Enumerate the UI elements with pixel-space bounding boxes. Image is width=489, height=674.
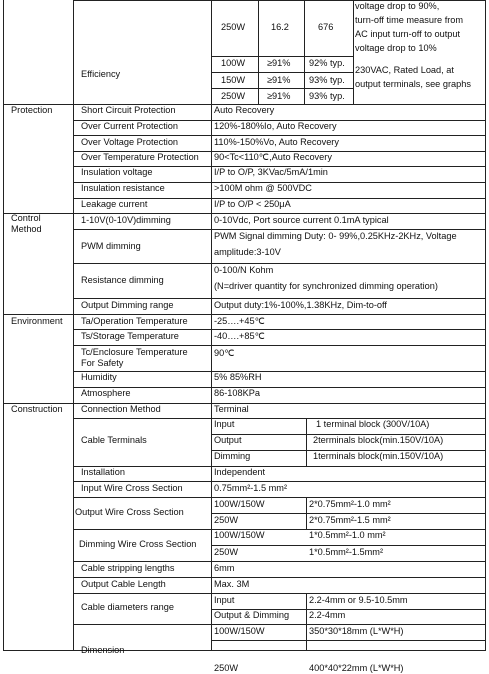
cell-dw1a: 100W/150W bbox=[214, 530, 265, 540]
grid-hline-35 bbox=[211, 640, 486, 641]
cell-lc: Leakage current bbox=[81, 199, 148, 209]
cell-e1c: 92% typ. bbox=[309, 58, 345, 68]
cell-inst: Installation bbox=[81, 467, 125, 477]
cell-otp_v: 90<Tc<110℃,Auto Recovery bbox=[214, 152, 332, 162]
cell-ct3a: Dimming bbox=[214, 451, 251, 461]
cell-tc1: Tc/Enclosure Temperature bbox=[81, 347, 188, 357]
cell-dim110: 1-10V(0-10V)dimming bbox=[81, 215, 171, 225]
cell-dm1a: 100W/150W bbox=[214, 626, 265, 636]
grid-hline-36 bbox=[3, 650, 486, 651]
cell-csl_v: 6mm bbox=[214, 563, 235, 573]
cell-dm2b: 400*40*22mm (L*W*H) bbox=[309, 663, 404, 673]
cell-ir: Insulation resistance bbox=[81, 183, 165, 193]
cell-scp: Short Circuit Protection bbox=[81, 105, 176, 115]
cell-cd1a: Input bbox=[214, 595, 235, 605]
cell-dm1b: 350*30*18mm (L*W*H) bbox=[309, 626, 404, 636]
cell-ts: Ts/Storage Temperature bbox=[81, 331, 179, 341]
cell-en1: 230VAC, Rated Load, at bbox=[355, 65, 454, 75]
cell-iv: Insulation voltage bbox=[81, 167, 153, 177]
cell-cd2b: 2.2-4mm bbox=[309, 610, 346, 620]
cell-owcs: Output Wire Cross Section bbox=[75, 507, 184, 517]
cell-odr_v: Output duty:1%-100%,1.38KHz, Dim-to-off bbox=[214, 300, 387, 310]
grid-hline-34 bbox=[73, 624, 486, 625]
cell-iwcs: Input Wire Cross Section bbox=[81, 483, 183, 493]
cell-ocp: Over Current Protection bbox=[81, 121, 179, 131]
cell-ta: Ta/Operation Temperature bbox=[81, 316, 188, 326]
grid-hline-13 bbox=[73, 263, 486, 264]
cell-ir_v: >100M ohm @ 500VDC bbox=[214, 183, 312, 193]
grid-vline-4 bbox=[258, 0, 259, 105]
cell-ocl: Output Cable Length bbox=[81, 579, 166, 589]
cell-pwm_v1: PWM Signal dimming Duty: 0- 99%,0.25KHz-2KHz, Voltage bbox=[214, 231, 457, 241]
cell-en2: output terminals, see graphs bbox=[355, 79, 471, 89]
grid-hline-19 bbox=[73, 387, 486, 388]
cell-n4: voltage drop to 10% bbox=[355, 43, 437, 53]
cell-n2: turn-off time measure from bbox=[355, 15, 464, 25]
cell-p676: 676 bbox=[318, 22, 334, 32]
grid-vline-5 bbox=[304, 0, 305, 105]
cell-control1: Control bbox=[11, 213, 41, 223]
cell-n1: voltage drop to 90%, bbox=[355, 1, 440, 11]
cell-eff: Efficiency bbox=[81, 69, 121, 79]
cell-ow2b: 2*0.75mm²-1.5 mm² bbox=[309, 515, 391, 525]
cell-dwcs: Dimming Wire Cross Section bbox=[79, 539, 197, 549]
cell-e3a: 250W bbox=[221, 91, 246, 101]
cell-dw2b: 1*0.5mm²-1.5mm² bbox=[309, 547, 384, 557]
cell-dm2a: 250W bbox=[214, 663, 239, 673]
grid-hline-26 bbox=[73, 497, 486, 498]
cell-res_v1: 0-100/N Kohm bbox=[214, 265, 274, 275]
cell-odr: Output Dimming range bbox=[81, 300, 174, 310]
cell-res_v2: (N=driver quantity for synchronized dimming operation) bbox=[214, 281, 438, 291]
cell-construction: Construction bbox=[11, 404, 63, 414]
grid-vline-8 bbox=[306, 497, 307, 530]
grid-vline-3 bbox=[485, 0, 486, 651]
cell-ts_v: -40….+85℃ bbox=[214, 331, 265, 341]
cell-iwcs_v: 0.75mm²-1.5 mm² bbox=[214, 483, 287, 493]
cell-ow2a: 250W bbox=[214, 515, 239, 525]
cell-atm_v: 86-108KPa bbox=[214, 388, 260, 398]
grid-vline-6 bbox=[353, 0, 354, 105]
cell-n3: AC input turn-off to output bbox=[355, 29, 461, 39]
cell-p162: 16.2 bbox=[271, 22, 289, 32]
grid-hline-24 bbox=[73, 466, 486, 467]
cell-ow1b: 2*0.75mm²-1.0 mm² bbox=[309, 499, 391, 509]
cell-ow1a: 100W/150W bbox=[214, 499, 265, 509]
cell-dim110_v: 0-10Vdc, Port source current 0.1mA typical bbox=[214, 215, 389, 225]
cell-hum_v: 5% 85%RH bbox=[214, 372, 262, 382]
cell-e1b: ≥91% bbox=[267, 58, 291, 68]
cell-ta_v: -25….+45℃ bbox=[214, 316, 265, 326]
cell-iv_v: I/P to O/P, 3KVac/5mA/1min bbox=[214, 167, 328, 177]
cell-pwm: PWM dimming bbox=[81, 241, 141, 251]
cell-ocl_v: Max. 3M bbox=[214, 579, 250, 589]
grid-hline-2 bbox=[211, 72, 354, 73]
cell-cd1b: 2.2-4mm or 9.5-10.5mm bbox=[309, 595, 408, 605]
grid-vline-7 bbox=[306, 418, 307, 467]
cell-atm: Atmosphere bbox=[81, 388, 131, 398]
cell-conn_v: Terminal bbox=[214, 404, 249, 414]
cell-e3c: 93% typ. bbox=[309, 91, 345, 101]
cell-e2b: ≥91% bbox=[267, 75, 291, 85]
cell-ct: Cable Terminals bbox=[81, 435, 147, 445]
grid-hline-28 bbox=[73, 529, 486, 530]
cell-protection: Protection bbox=[11, 105, 53, 115]
cell-dim: Dimension bbox=[81, 645, 125, 655]
cell-pwm_v2: amplitude:3-10V bbox=[214, 247, 281, 257]
cell-ct3b: 1terminals block(min.150V/10A) bbox=[313, 451, 444, 461]
cell-e2c: 93% typ. bbox=[309, 75, 345, 85]
cell-control2: Method bbox=[11, 224, 42, 234]
cell-ct1a: Input bbox=[214, 419, 235, 429]
cell-dw1b: 1*0.5mm²-1.0 mm² bbox=[309, 530, 386, 540]
cell-ovp: Over Voltage Protection bbox=[81, 137, 179, 147]
cell-otp: Over Temperature Protection bbox=[81, 152, 199, 162]
cell-tc_v: 90℃ bbox=[214, 348, 235, 358]
cell-inst_v: Independent bbox=[214, 467, 266, 477]
grid-vline-0 bbox=[3, 0, 4, 651]
cell-hum: Humidity bbox=[81, 372, 117, 382]
cell-e3b: ≥91% bbox=[267, 91, 291, 101]
cell-e1a: 100W bbox=[221, 58, 246, 68]
cell-res: Resistance dimming bbox=[81, 275, 164, 285]
cell-ct2b: 2terminals block(min.150V/10A) bbox=[313, 435, 444, 445]
cell-scp_v: Auto Recovery bbox=[214, 105, 275, 115]
grid-hline-32 bbox=[73, 593, 486, 594]
cell-e2a: 150W bbox=[221, 75, 246, 85]
cell-lc_v: I/P to O/P < 250μA bbox=[214, 199, 291, 209]
cell-csl: Cable stripping lengths bbox=[81, 563, 175, 573]
cell-ocp_v: 120%-180%Io, Auto Recovery bbox=[214, 121, 337, 131]
cell-dw2a: 250W bbox=[214, 547, 239, 557]
grid-vline-1 bbox=[73, 0, 74, 651]
grid-hline-3 bbox=[211, 88, 354, 89]
cell-cdr: Cable diameters range bbox=[81, 602, 174, 612]
cell-tc2: For Safety bbox=[81, 358, 124, 368]
cell-conn: Connection Method bbox=[81, 404, 161, 414]
cell-p250: 250W bbox=[221, 22, 246, 32]
cell-cd2a: Output & Dimming bbox=[214, 610, 290, 620]
cell-ct1b: 1 terminal block (300V/10A) bbox=[316, 419, 430, 429]
cell-environment: Environment bbox=[11, 316, 63, 326]
spec-table bbox=[3, 0, 485, 673]
cell-ovp_v: 110%-150%Vo, Auto Recovery bbox=[214, 137, 339, 147]
grid-hline-18 bbox=[73, 371, 486, 372]
grid-vline-9 bbox=[306, 593, 307, 651]
grid-vline-2 bbox=[211, 0, 212, 651]
cell-ct2a: Output bbox=[214, 435, 242, 445]
